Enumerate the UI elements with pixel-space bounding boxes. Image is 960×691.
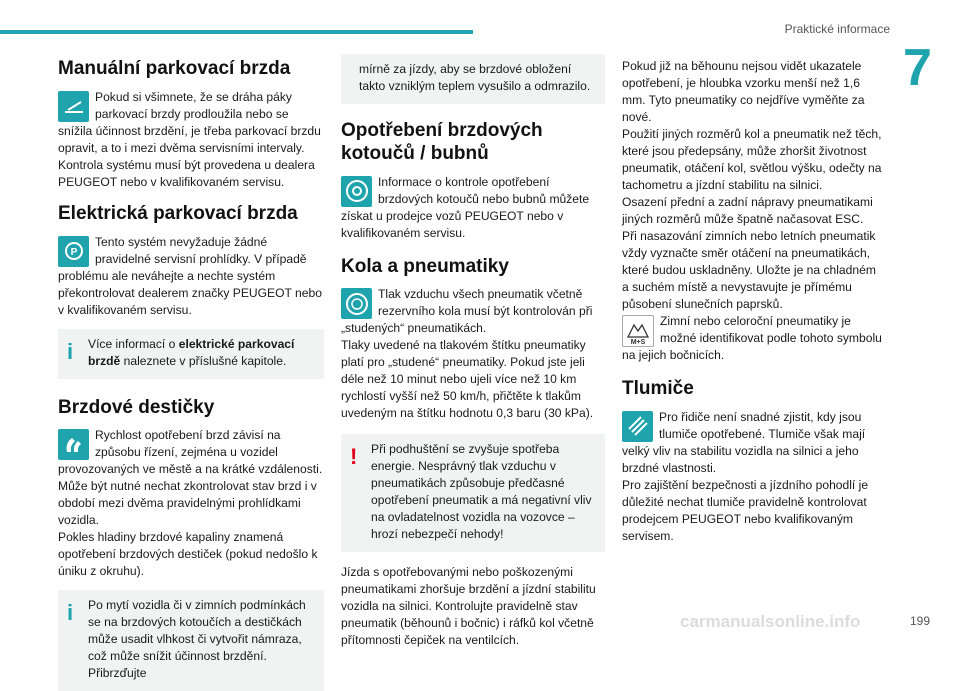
worn-tyres-text: Jízda s opotřebovanými nebo poškozenými pneumatikami zhoršuje brzdění a jízdní stabilitu vozidla na silnici. Kontrolujte pravidelně stav pneumatik (běhounů i bočnic) i ráfků kol včetně přítomnosti čepiček na ventilcích.	[341, 565, 596, 648]
svg-text:P: P	[70, 247, 77, 259]
column-3	[622, 58, 884, 545]
header-accent-bar	[0, 30, 473, 34]
column-1	[58, 52, 324, 691]
brake-pads-text: Rychlost opotřebení brzd závisí na způsobu řízení, zejména u vozidel provozovaných ve městě a na krátké vzdálenosti. Může být nutné nechat zkontrolovat stav brzd i v období mezi dvěma pravidelnými prohlídkami vozidla.	[58, 428, 323, 528]
discs-text: Informace o kontrole opotřebení brzdových kotoučů nebo bubnů můžete získat u prodejce vozů PEUGEOT nebo v kvalifikovaném servisu.	[341, 174, 590, 240]
svg-text:M+S: M+S	[630, 339, 646, 345]
sizes-text: Použití jiných rozměrů kol a pneumatik než těch, které jsou předepsány, může zhoršit životnost pneumatik, otáčení kol, světlou výšku, odečty na tachometru a jízdní stabilitu na silnici.	[622, 127, 882, 192]
heading-electric-brake: Elektrická parkovací brzda	[58, 202, 298, 224]
shocks-text-2: Pro zajištění bezpečnosti a jízdního pohodlí je důležité nechat tlumiče pravidelně kontrolovat prodejcem PEUGEOT nebo kvalifikovaným servisem.	[622, 477, 869, 543]
warning-box	[341, 434, 605, 552]
storage-text: Při nasazování zimních nebo letních pneumatik vždy vyznačte směr otáčení na pneumatikách, které budou uskladněny. Uložte je na chladném a suchém místě a nevystavujte je přímému působení slunečních paprsků.	[622, 229, 876, 311]
info-box-winter	[58, 590, 324, 691]
column-2	[341, 54, 605, 649]
tyre-icon	[341, 288, 372, 319]
snowflake-ms-icon	[622, 315, 654, 347]
chapter-number: 7	[903, 39, 932, 97]
watermark: carmanualsonline.info	[680, 612, 861, 631]
section-title: Praktické informace	[784, 22, 890, 36]
continued-box	[341, 54, 605, 104]
heading-discs: Opotřebení brzdových kotoučů / bubnů	[341, 120, 543, 164]
info-icon: i	[67, 338, 74, 364]
wheels-text: Tlak vzduchu všech pneumatik včetně rezervního kola musí být kontrolován při „studených“ pneumatikách.	[341, 287, 593, 336]
shocks-block	[622, 409, 884, 477]
heading-wheels: Kola a pneumatiky	[341, 255, 509, 277]
parking-lever-icon	[58, 91, 89, 122]
info-icon: i	[67, 600, 74, 626]
info-box-electric	[58, 329, 324, 379]
heading-brake-pads: Brzdové destičky	[58, 396, 215, 418]
electric-brake-block	[58, 234, 324, 319]
heading-manual-brake: Manuální parkovací brzda	[58, 58, 291, 79]
electric-parking-brake-icon	[58, 236, 89, 267]
tread-text: Pokud již na běhounu nejsou vidět ukazatele opotřebení, je hloubka vzorku menší než 1,6 mm. Tyto pneumatiky co nejdříve vyměňte za nové.	[622, 59, 865, 124]
discs-block	[341, 174, 605, 242]
shocks-text: Pro řidiče není snadné zjistit, kdy jsou tlumiče opotřebené. Tlumiče však mají velký vliv na stabilitu vozidla na silnici a jeho brzdné vlastnosti.	[622, 409, 866, 475]
manual-brake-block	[58, 89, 324, 191]
continued-text: mírně za jízdy, aby se brzdové obložení takto vzniklým teplem vysušilo a odmrazilo.	[359, 62, 591, 93]
brake-fluid-text: Pokles hladiny brzdové kapaliny znamená opotřebení brzdových destiček (pokud nedošlo k úniku z okruhu).	[58, 530, 318, 579]
page-number: 199	[909, 614, 930, 628]
warning-icon: !	[350, 444, 358, 470]
warning-text: Při podhuštění se zvyšuje spotřeba energie. Nesprávný tlak vzduchu v pneumatikách způsobuje předčasné opotřebení pneumatik a má negativní vliv na ovladatelnost vozidla na vozovce – hrozí nebezpečí nehody!	[371, 442, 592, 542]
brake-pads-block	[58, 427, 324, 529]
heading-shocks: Tlumiče	[622, 378, 694, 399]
brake-pads-icon	[58, 429, 89, 460]
info-winter-text: Po mytí vozidla či v zimních podmínkách se na brzdových kotoučích a destičkách může usadit vlhkost či vytvořit námraza, což může snížit účinnost brzdění. Přibrzďujte	[88, 598, 306, 681]
pressure-text: Tlaky uvedené na tlakovém štítku pneumatiky platí pro „studené“ pneumatiky. Pokud jste jeli déle než 10 minut nebo ujeli více než 10 km rychlostí vyšší než 50 km/h, přičtěte k tlakům uvedeným na štítku hodnotu 0,3 baru (30 kPa).	[341, 338, 594, 421]
info-electric-text: Více informací o elektrické parkovací brzdě naleznete v příslušné kapitole.	[88, 336, 295, 368]
wheels-block	[341, 286, 605, 337]
winter-tyres-block	[622, 313, 884, 364]
axle-text: Osazení přední a zadní nápravy pneumatikami jiných rozměrů může špatně načasovat ESC.	[622, 195, 873, 226]
brake-disc-icon	[341, 176, 372, 207]
electric-brake-text: Tento systém nevyžaduje žádné pravidelné servisní prohlídky. V případě problému ale neváhejte a nechte systém překontrolovat dealerem značky PEUGEOT nebo v kvalifikovaném servisu.	[58, 234, 322, 317]
shock-absorber-icon	[622, 411, 653, 442]
manual-brake-text: Pokud si všimnete, že se dráha páky parkovací brzdy prodloužila nebo se snížila účinnost brzdění, je třeba parkovací brzdu opravit, a to i mezi dvěma servisními intervaly. Kontrola systému musí být provedena u dealera PEUGEOT nebo v kvalifikovaném servisu.	[58, 89, 321, 189]
winter-tyres-text: Zimní nebo celoroční pneumatiky je možné identifikovat podle tohoto symbolu na jejich bočnicích.	[622, 314, 882, 362]
